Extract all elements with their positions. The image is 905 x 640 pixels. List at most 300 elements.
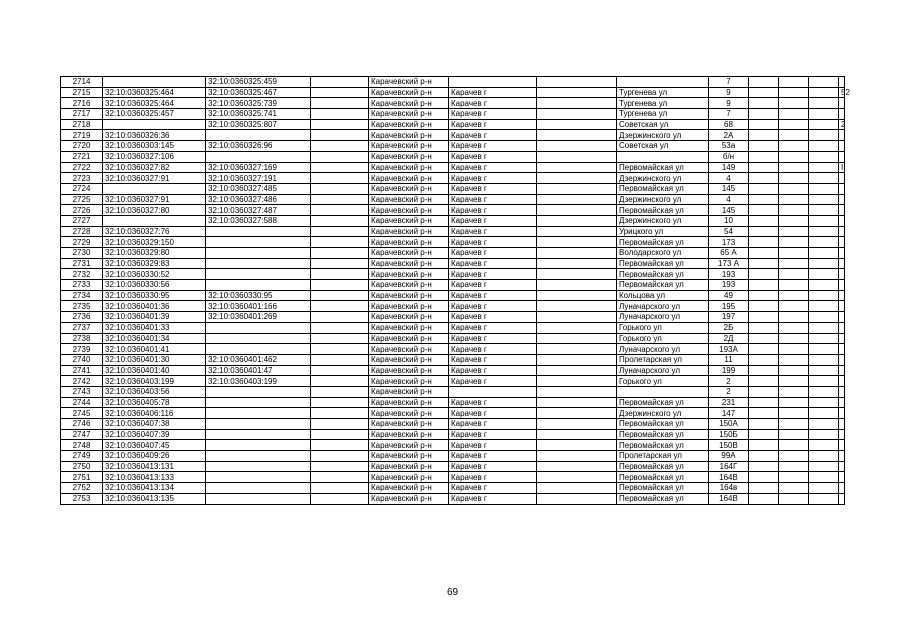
cell-blank-col-b	[537, 472, 617, 483]
cell-house-number: б/н	[709, 151, 749, 162]
cell-blank-col-b	[537, 237, 617, 248]
cell-row-number: 2721	[61, 151, 103, 162]
cell-district: Карачевский р-н	[369, 290, 449, 301]
cell-district: Карачевский р-н	[369, 183, 449, 194]
cell-building-cadastral-number: 32:10:0360401:47	[206, 365, 311, 376]
cell-district: Карачевский р-н	[369, 461, 449, 472]
cell-note	[839, 419, 845, 430]
cell-house-number: 173	[709, 237, 749, 248]
cell-cadastral-number: 32:10:0360401:34	[103, 333, 206, 344]
cell-row-number: 2749	[61, 451, 103, 462]
cell-street	[617, 77, 709, 88]
cell-blank-col-a	[311, 397, 369, 408]
cell-street: Луначарского ул	[617, 365, 709, 376]
cell-house-number: 68	[709, 119, 749, 130]
cell-blank-col-a	[311, 248, 369, 259]
cell-blank-col-d	[779, 354, 809, 365]
cell-blank-col-d	[779, 151, 809, 162]
cell-blank-col-b	[537, 269, 617, 280]
cell-cadastral-number: 32:10:0360401:30	[103, 354, 206, 365]
cell-blank-col-b	[537, 226, 617, 237]
cell-row-number: 2738	[61, 333, 103, 344]
cell-district: Карачевский р-н	[369, 429, 449, 440]
table-row	[61, 98, 845, 109]
cell-building-cadastral-number	[206, 429, 311, 440]
cell-blank-col-e	[809, 130, 839, 141]
cell-district: Карачевский р-н	[369, 141, 449, 152]
cell-building-cadastral-number: 32:10:0360325:741	[206, 109, 311, 120]
cell-house-number: 150Б	[709, 429, 749, 440]
cell-house-number: 11	[709, 354, 749, 365]
cell-district: Карачевский р-н	[369, 130, 449, 141]
cell-house-number: 2Д	[709, 333, 749, 344]
cell-city: Карачев г	[449, 290, 537, 301]
cell-street: Первомайская ул	[617, 280, 709, 291]
cell-blank-col-e	[809, 109, 839, 120]
cell-city: Карачев г	[449, 493, 537, 504]
cell-note	[839, 312, 845, 323]
cell-blank-col-e	[809, 215, 839, 226]
table-row	[61, 162, 845, 173]
cell-row-number: 2729	[61, 237, 103, 248]
cell-district: Карачевский р-н	[369, 365, 449, 376]
cell-street: Первомайская ул	[617, 429, 709, 440]
cell-blank-col-e	[809, 237, 839, 248]
cell-building-cadastral-number: 32:10:0360326:96	[206, 141, 311, 152]
cell-street: Пролетарская ул	[617, 451, 709, 462]
cell-house-number: 193А	[709, 344, 749, 355]
cell-street: Горького ул	[617, 376, 709, 387]
cell-blank-col-d	[779, 419, 809, 430]
cell-row-number: 2737	[61, 322, 103, 333]
cell-blank-col-e	[809, 269, 839, 280]
cell-district: Карачевский р-н	[369, 354, 449, 365]
cell-blank-col-e	[809, 141, 839, 152]
cell-blank-col-a	[311, 130, 369, 141]
cell-cadastral-number: 32:10:0360327:80	[103, 205, 206, 216]
table-row	[61, 472, 845, 483]
cell-house-number: 54	[709, 226, 749, 237]
cell-city: Карачев г	[449, 248, 537, 259]
cell-blank-col-d	[779, 162, 809, 173]
cell-note	[839, 237, 845, 248]
cell-house-number: 147	[709, 408, 749, 419]
cell-city: Карачев г	[449, 280, 537, 291]
cell-cadastral-number	[103, 215, 206, 226]
cell-blank-col-a	[311, 183, 369, 194]
cell-building-cadastral-number: 32:10:0360330:95	[206, 290, 311, 301]
cell-district: Карачевский р-н	[369, 258, 449, 269]
cell-blank-col-e	[809, 333, 839, 344]
cell-street: Первомайская ул	[617, 461, 709, 472]
cell-note	[839, 130, 845, 141]
cell-cadastral-number: 32:10:0360329:83	[103, 258, 206, 269]
table-row	[61, 183, 845, 194]
table-row	[61, 322, 845, 333]
cell-blank-col-b	[537, 354, 617, 365]
cell-street: Первомайская ул	[617, 419, 709, 430]
cell-blank-col-d	[779, 472, 809, 483]
cell-district: Карачевский р-н	[369, 109, 449, 120]
cell-blank-col-b	[537, 365, 617, 376]
cell-house-number: 150А	[709, 419, 749, 430]
table-row	[61, 77, 845, 88]
table-row	[61, 119, 845, 130]
cell-blank-col-a	[311, 408, 369, 419]
cell-cadastral-number: 32:10:0360401:40	[103, 365, 206, 376]
cell-district: Карачевский р-н	[369, 376, 449, 387]
cell-cadastral-number	[103, 119, 206, 130]
cell-street: Советская ул	[617, 119, 709, 130]
cell-blank-col-a	[311, 226, 369, 237]
cell-street: Советская ул	[617, 141, 709, 152]
cell-blank-col-c	[749, 194, 779, 205]
cell-building-cadastral-number: 32:10:0360325:739	[206, 98, 311, 109]
cell-blank-col-c	[749, 151, 779, 162]
table-row	[61, 333, 845, 344]
cell-building-cadastral-number: 32:10:0360327:486	[206, 194, 311, 205]
cell-blank-col-d	[779, 269, 809, 280]
cell-house-number: 164В	[709, 493, 749, 504]
cell-district: Карачевский р-н	[369, 344, 449, 355]
cell-blank-col-b	[537, 77, 617, 88]
cell-cadastral-number: 32:10:0360401:33	[103, 322, 206, 333]
cell-blank-col-e	[809, 386, 839, 397]
cell-street: Дзержинского ул	[617, 408, 709, 419]
cell-blank-col-c	[749, 162, 779, 173]
cell-city: Карачев г	[449, 237, 537, 248]
cell-note	[839, 451, 845, 462]
cell-street: Первомайская ул	[617, 472, 709, 483]
cell-blank-col-e	[809, 226, 839, 237]
table-row	[61, 483, 845, 494]
cell-blank-col-a	[311, 194, 369, 205]
cell-blank-col-c	[749, 354, 779, 365]
cell-blank-col-a	[311, 269, 369, 280]
cell-note	[839, 151, 845, 162]
cell-blank-col-e	[809, 354, 839, 365]
cell-building-cadastral-number	[206, 130, 311, 141]
cell-row-number: 2747	[61, 429, 103, 440]
cell-note	[839, 290, 845, 301]
cell-blank-col-d	[779, 312, 809, 323]
cell-blank-col-c	[749, 119, 779, 130]
cell-blank-col-a	[311, 429, 369, 440]
cell-blank-col-a	[311, 119, 369, 130]
cell-district: Карачевский р-н	[369, 451, 449, 462]
cell-blank-col-e	[809, 419, 839, 430]
cell-city: Карачев г	[449, 258, 537, 269]
cell-blank-col-b	[537, 333, 617, 344]
table-row	[61, 109, 845, 120]
cell-blank-col-a	[311, 344, 369, 355]
cell-note	[839, 322, 845, 333]
cell-row-number: 2733	[61, 280, 103, 291]
cell-district: Карачевский р-н	[369, 269, 449, 280]
cell-blank-col-d	[779, 322, 809, 333]
cell-city	[449, 386, 537, 397]
cell-blank-col-b	[537, 483, 617, 494]
cell-blank-col-c	[749, 483, 779, 494]
cell-cadastral-number: 32:10:0360413:131	[103, 461, 206, 472]
cell-house-number: 149	[709, 162, 749, 173]
cell-city: Карачев г	[449, 312, 537, 323]
cell-blank-col-e	[809, 87, 839, 98]
cell-note	[839, 269, 845, 280]
cell-note	[839, 461, 845, 472]
cell-blank-col-e	[809, 98, 839, 109]
cell-cadastral-number: 32:10:0360401:39	[103, 312, 206, 323]
cell-city: Карачев г	[449, 173, 537, 184]
cell-blank-col-e	[809, 301, 839, 312]
cell-blank-col-b	[537, 322, 617, 333]
cell-blank-col-d	[779, 215, 809, 226]
cell-blank-col-b	[537, 419, 617, 430]
cell-blank-col-e	[809, 183, 839, 194]
cell-note	[839, 408, 845, 419]
cell-city: Карачев г	[449, 205, 537, 216]
cell-blank-col-d	[779, 173, 809, 184]
cell-house-number: 9	[709, 87, 749, 98]
cell-district: Карачевский р-н	[369, 472, 449, 483]
cell-row-number: 2715	[61, 87, 103, 98]
cell-building-cadastral-number: 32:10:0360327:485	[206, 183, 311, 194]
cell-row-number: 2718	[61, 119, 103, 130]
cell-note	[839, 173, 845, 184]
table-row	[61, 386, 845, 397]
cell-blank-col-d	[779, 290, 809, 301]
cell-building-cadastral-number	[206, 248, 311, 259]
cell-blank-col-c	[749, 248, 779, 259]
cell-blank-col-e	[809, 194, 839, 205]
cell-row-number: 2745	[61, 408, 103, 419]
cell-district: Карачевский р-н	[369, 483, 449, 494]
cell-blank-col-c	[749, 173, 779, 184]
cell-blank-col-a	[311, 141, 369, 152]
cell-blank-col-d	[779, 87, 809, 98]
cell-district: Карачевский р-н	[369, 312, 449, 323]
cell-row-number: 2752	[61, 483, 103, 494]
table-row	[61, 258, 845, 269]
cell-blank-col-d	[779, 205, 809, 216]
cell-blank-col-b	[537, 109, 617, 120]
cell-blank-col-b	[537, 429, 617, 440]
cell-city	[449, 77, 537, 88]
cell-blank-col-d	[779, 258, 809, 269]
cell-street	[617, 386, 709, 397]
cell-blank-col-c	[749, 376, 779, 387]
cell-house-number: 193	[709, 280, 749, 291]
table-row	[61, 440, 845, 451]
cell-blank-col-a	[311, 483, 369, 494]
table-row	[61, 151, 845, 162]
table-row	[61, 354, 845, 365]
cell-blank-col-a	[311, 258, 369, 269]
cell-building-cadastral-number	[206, 344, 311, 355]
cell-note	[839, 493, 845, 504]
cell-district: Карачевский р-н	[369, 226, 449, 237]
cell-blank-col-e	[809, 493, 839, 504]
cell-cadastral-number: 32:10:0360413:135	[103, 493, 206, 504]
cell-blank-col-a	[311, 312, 369, 323]
cell-row-number: 2736	[61, 312, 103, 323]
cell-street: Горького ул	[617, 333, 709, 344]
cell-blank-col-e	[809, 397, 839, 408]
cell-city: Карачев г	[449, 226, 537, 237]
cell-blank-col-d	[779, 194, 809, 205]
cell-blank-col-c	[749, 429, 779, 440]
cell-blank-col-c	[749, 290, 779, 301]
cell-street: Первомайская ул	[617, 440, 709, 451]
cell-cadastral-number	[103, 183, 206, 194]
cell-blank-col-e	[809, 429, 839, 440]
cell-blank-col-b	[537, 141, 617, 152]
cell-blank-col-c	[749, 386, 779, 397]
cell-note: 52	[839, 87, 845, 98]
cell-street: Тургенева ул	[617, 98, 709, 109]
table-row	[61, 173, 845, 184]
cell-blank-col-e	[809, 322, 839, 333]
cell-blank-col-e	[809, 258, 839, 269]
cell-note	[839, 344, 845, 355]
cell-district: Карачевский р-н	[369, 77, 449, 88]
cell-blank-col-b	[537, 290, 617, 301]
cell-row-number: 2717	[61, 109, 103, 120]
cell-blank-col-c	[749, 77, 779, 88]
cell-row-number: 2724	[61, 183, 103, 194]
cell-blank-col-c	[749, 98, 779, 109]
cell-city: Карачев г	[449, 365, 537, 376]
cell-blank-col-e	[809, 461, 839, 472]
cell-district: Карачевский р-н	[369, 333, 449, 344]
cell-street: Кольцова ул	[617, 290, 709, 301]
cell-city: Карачев г	[449, 119, 537, 130]
cell-row-number: 2748	[61, 440, 103, 451]
cell-note	[839, 301, 845, 312]
cell-building-cadastral-number	[206, 386, 311, 397]
cell-blank-col-a	[311, 493, 369, 504]
cell-city: Карачев г	[449, 483, 537, 494]
cell-house-number: 231	[709, 397, 749, 408]
cell-city: Карачев г	[449, 344, 537, 355]
table-row	[61, 312, 845, 323]
cell-blank-col-a	[311, 173, 369, 184]
cell-cadastral-number: 32:10:0360329:80	[103, 248, 206, 259]
cell-city: Карачев г	[449, 429, 537, 440]
cell-blank-col-c	[749, 215, 779, 226]
cell-building-cadastral-number: 32:10:0360403:199	[206, 376, 311, 387]
cell-house-number: 49	[709, 290, 749, 301]
cell-blank-col-b	[537, 151, 617, 162]
cell-street: Урицкого ул	[617, 226, 709, 237]
cell-house-number: 164в	[709, 483, 749, 494]
cell-blank-col-c	[749, 269, 779, 280]
cell-row-number: 2734	[61, 290, 103, 301]
cell-house-number: 145	[709, 183, 749, 194]
cell-street: Первомайская ул	[617, 483, 709, 494]
cell-blank-col-e	[809, 312, 839, 323]
cell-city: Карачев г	[449, 183, 537, 194]
cell-district: Карачевский р-н	[369, 194, 449, 205]
cell-note	[839, 386, 845, 397]
cell-blank-col-b	[537, 440, 617, 451]
cell-city: Карачев г	[449, 215, 537, 226]
cell-note	[839, 109, 845, 120]
cell-district: Карачевский р-н	[369, 87, 449, 98]
cell-blank-col-c	[749, 408, 779, 419]
table-row	[61, 269, 845, 280]
cell-blank-col-a	[311, 205, 369, 216]
cell-building-cadastral-number	[206, 151, 311, 162]
cell-house-number: 7	[709, 77, 749, 88]
cell-blank-col-e	[809, 173, 839, 184]
cell-city: Карачев г	[449, 322, 537, 333]
cell-blank-col-e	[809, 77, 839, 88]
cell-blank-col-d	[779, 226, 809, 237]
cell-blank-col-a	[311, 290, 369, 301]
cell-cadastral-number: 32:10:0360327:76	[103, 226, 206, 237]
cell-blank-col-a	[311, 280, 369, 291]
cell-blank-col-b	[537, 98, 617, 109]
cell-blank-col-a	[311, 386, 369, 397]
cell-blank-col-b	[537, 162, 617, 173]
cell-note	[839, 226, 845, 237]
cell-city: Карачев г	[449, 451, 537, 462]
cell-blank-col-d	[779, 397, 809, 408]
cell-row-number: 2728	[61, 226, 103, 237]
cell-district: Карачевский р-н	[369, 162, 449, 173]
cell-note	[839, 183, 845, 194]
cell-cadastral-number: 32:10:0360327:91	[103, 173, 206, 184]
cell-building-cadastral-number	[206, 419, 311, 430]
cell-blank-col-e	[809, 280, 839, 291]
cell-city: Карачев г	[449, 301, 537, 312]
cell-building-cadastral-number	[206, 483, 311, 494]
cell-building-cadastral-number	[206, 333, 311, 344]
cell-blank-col-b	[537, 280, 617, 291]
cell-house-number: 2	[709, 376, 749, 387]
cell-district: Карачевский р-н	[369, 408, 449, 419]
cell-row-number: 2719	[61, 130, 103, 141]
table-row	[61, 408, 845, 419]
cell-district: Карачевский р-н	[369, 151, 449, 162]
cell-blank-col-b	[537, 301, 617, 312]
table-row	[61, 397, 845, 408]
cell-street: Первомайская ул	[617, 493, 709, 504]
cell-house-number: 197	[709, 312, 749, 323]
cell-district: Карачевский р-н	[369, 280, 449, 291]
cell-note	[839, 194, 845, 205]
cell-blank-col-a	[311, 461, 369, 472]
cell-cadastral-number: 32:10:0360406:116	[103, 408, 206, 419]
cell-blank-col-c	[749, 440, 779, 451]
cell-street: Первомайская ул	[617, 269, 709, 280]
cell-district: Карачевский р-н	[369, 440, 449, 451]
cell-cadastral-number: 32:10:0360327:82	[103, 162, 206, 173]
cell-district: Карачевский р-н	[369, 386, 449, 397]
cell-street: Дзержинского ул	[617, 215, 709, 226]
cell-blank-col-d	[779, 365, 809, 376]
cell-street: Луначарского ул	[617, 301, 709, 312]
cell-city: Карачев г	[449, 419, 537, 430]
cell-district: Карачевский р-н	[369, 397, 449, 408]
cell-blank-col-e	[809, 151, 839, 162]
cell-city: Карачев г	[449, 151, 537, 162]
table-row	[61, 280, 845, 291]
cell-blank-col-a	[311, 98, 369, 109]
cell-district: Карачевский р-н	[369, 301, 449, 312]
cell-blank-col-a	[311, 440, 369, 451]
